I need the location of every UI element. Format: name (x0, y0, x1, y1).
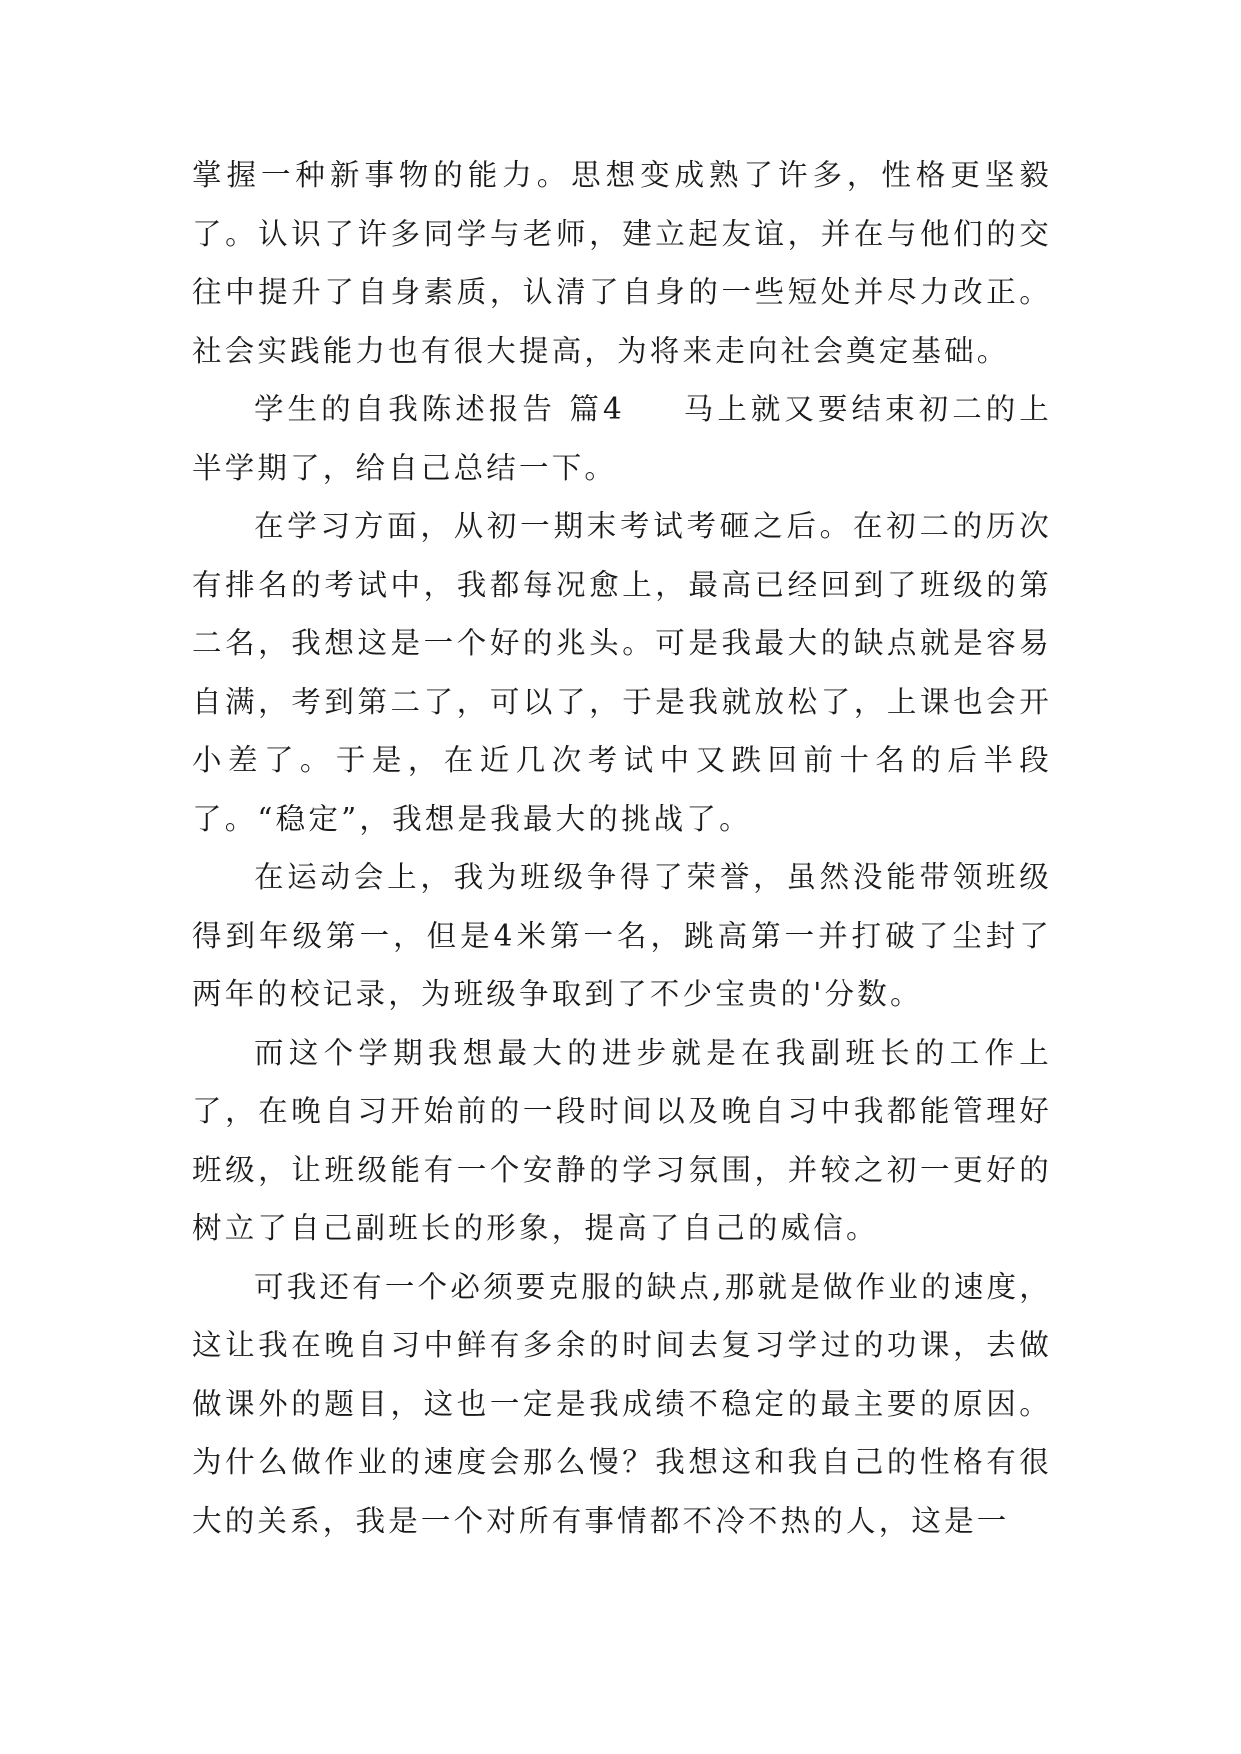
paragraph-4: 在运动会上，我为班级争得了荣誉，虽然没能带领班级得到年级第一，但是4米第一名，跳高第一并打破了尘封了两年的校记录，为班级争取到了不少宝贵的'分数。 (192, 860, 1052, 1011)
paragraph-5: 而这个学期我想最大的进步就是在我副班长的工作上了，在晚自习开始前的一段时间以及晚自习中我都能管理好班级，让班级能有一个安静的学习氛围，并较之初一更好的树立了自己副班长的形象，提高了自己的威信。 (192, 1035, 1052, 1245)
paragraph-3: 在学习方面，从初一期末考试考砸之后。在初二的历次有排名的考试中，我都每况愈上，最高已经回到了班级的第二名，我想这是一个好的兆头。可是我最大的缺点就是容易自满，考到第二了，可以了，于是我就放松了，上课也会开小差了。于是，在近几次考试中又跌回前十名的后半段了。“稳定”，我想是我最大的挑战了。 (192, 509, 1052, 836)
section-heading: 学生的自我陈述报告 篇4 (254, 392, 625, 426)
paragraph-2-text: 马上就又要结束初二的上半学期了，给自己总结一下。 (192, 392, 1052, 485)
paragraph-1: 掌握一种新事物的能力。思想变成熟了许多，性格更坚毅了。认识了许多同学与老师，建立起友谊，并在与他们的交往中提升了自身素质，认清了自身的一些短处并尽力改正。社会实践能力也有很大提高，为将来走向社会奠定基础。 (192, 158, 1052, 368)
document-body (192, 146, 1052, 1550)
paragraph-6: 可我还有一个必须要克服的缺点,那就是做作业的速度，这让我在晚自习中鲜有多余的时间去复习学过的功课，去做做课外的题目，这也一定是我成绩不稳定的最主要的原因。为什么做作业的速度会那么慢？我想这和我自己的性格有很大的关系，我是一个对所有事情都不冷不热的人，这是一 (192, 1269, 1052, 1538)
paragraph-2 (192, 380, 1052, 497)
